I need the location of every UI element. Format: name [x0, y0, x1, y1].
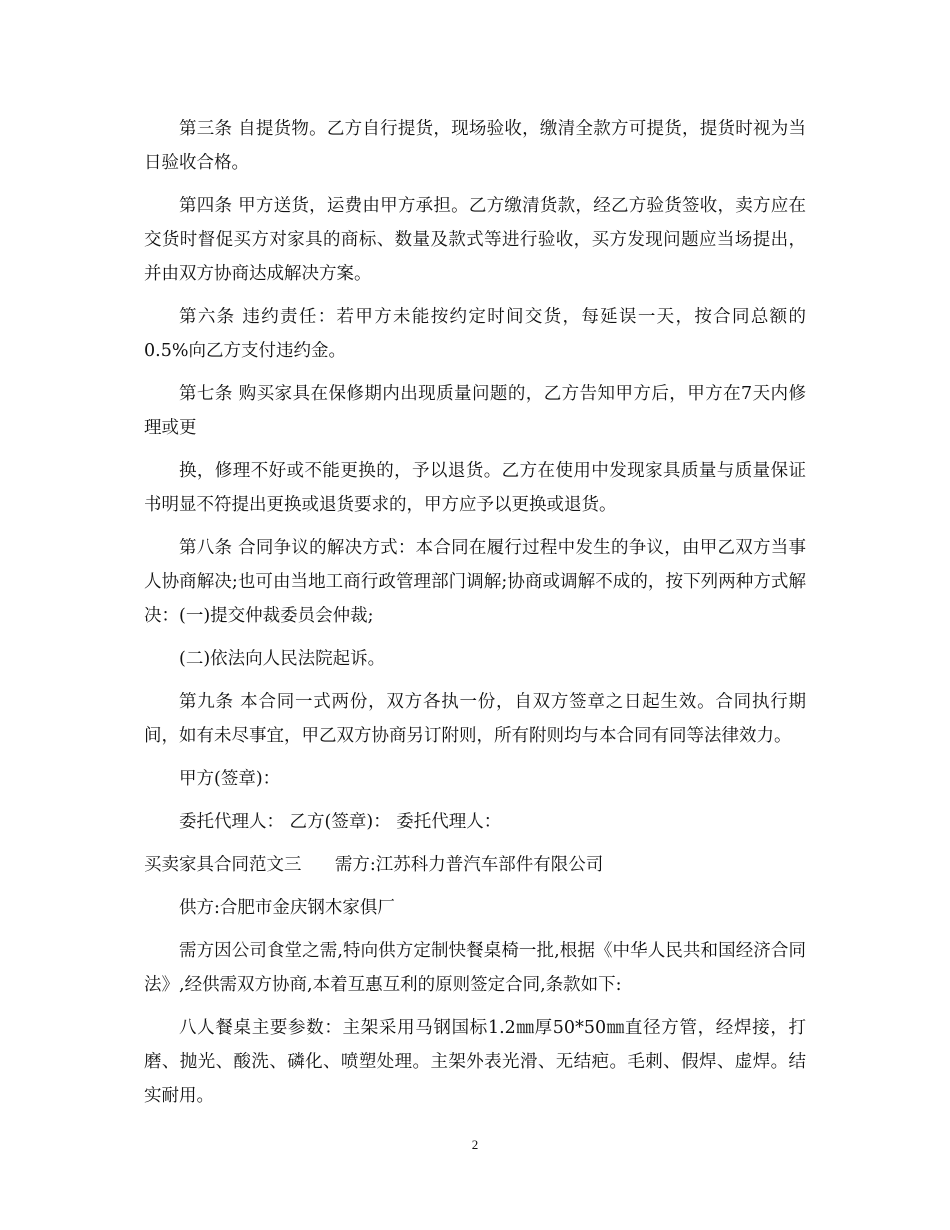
table-specs-paragraph: 八人餐桌主要参数：主架采用马钢国标1.2㎜厚50*50㎜直径方管，经焊接，打磨、抛光、酸洗、磷化、喷塑处理。主架外表光滑、无结疤。毛刺、假焊、虚焊。结实耐用。: [144, 1018, 806, 1106]
supplier-line: 供方:合肥市金庆钢木家俱厂: [179, 898, 395, 918]
contract-3-heading-line: 买卖家具合同范文三 需方:江苏科力普汽车部件有限公司: [144, 855, 604, 875]
clause-8-option-2-paragraph: (二)依法向人民法院起诉。: [179, 649, 386, 669]
document-body: [144, 112, 806, 1122]
clause-7-paragraph: 第七条 购买家具在保修期内出现质量问题的，乙方告知甲方后，甲方在7天内修理或更: [144, 384, 806, 438]
contract-3-intro-paragraph: 需方因公司食堂之需,特向供方定制快餐桌椅一批,根据《中华人民共和国经济合同法》,经供需双方协商,本着互惠互利的原则签定合同,条款如下:: [144, 941, 806, 995]
clause-3-paragraph: 第三条 自提货物。乙方自行提货，现场验收，缴清全款方可提货，提货时视为当日验收合格。: [144, 119, 806, 173]
clause-8-paragraph: 第八条 合同争议的解决方式：本合同在履行过程中发生的争议，由甲乙双方当事人协商解决;也可由当地工商行政管理部门调解;协商或调解不成的，按下列两种方式解决：(一)提交仲裁委员会仲裁;: [144, 538, 806, 626]
clause-4-paragraph: 第四条 甲方送货，运费由甲方承担。乙方缴清货款，经乙方验货签收，卖方应在交货时督促买方对家具的商标、数量及款式等进行验收，买方发现问题应当场提出，并由双方协商达成解决方案。: [144, 196, 806, 284]
clause-6-paragraph: 第六条 违约责任：若甲方未能按约定时间交货，每延误一天，按合同总额的0.5%向乙方支付违约金。: [144, 307, 806, 361]
party-a-signature-line: 甲方(签章)：: [179, 769, 281, 789]
page-number: 2: [471, 1137, 479, 1152]
clause-7-continuation-paragraph: 换，修理不好或不能更换的，予以退货。乙方在使用中发现家具质量与质量保证书明显不符提出更换或退货要求的，甲方应予以更换或退货。: [144, 461, 806, 515]
clause-9-paragraph: 第九条 本合同一式两份，双方各执一份，自双方签章之日起生效。合同执行期间，如有未尽事宜，甲乙双方协商另订附则，所有附则均与本合同有同等法律效力。: [144, 692, 806, 746]
agents-signature-line: 委托代理人： 乙方(签章)： 委托代理人：: [179, 812, 502, 832]
